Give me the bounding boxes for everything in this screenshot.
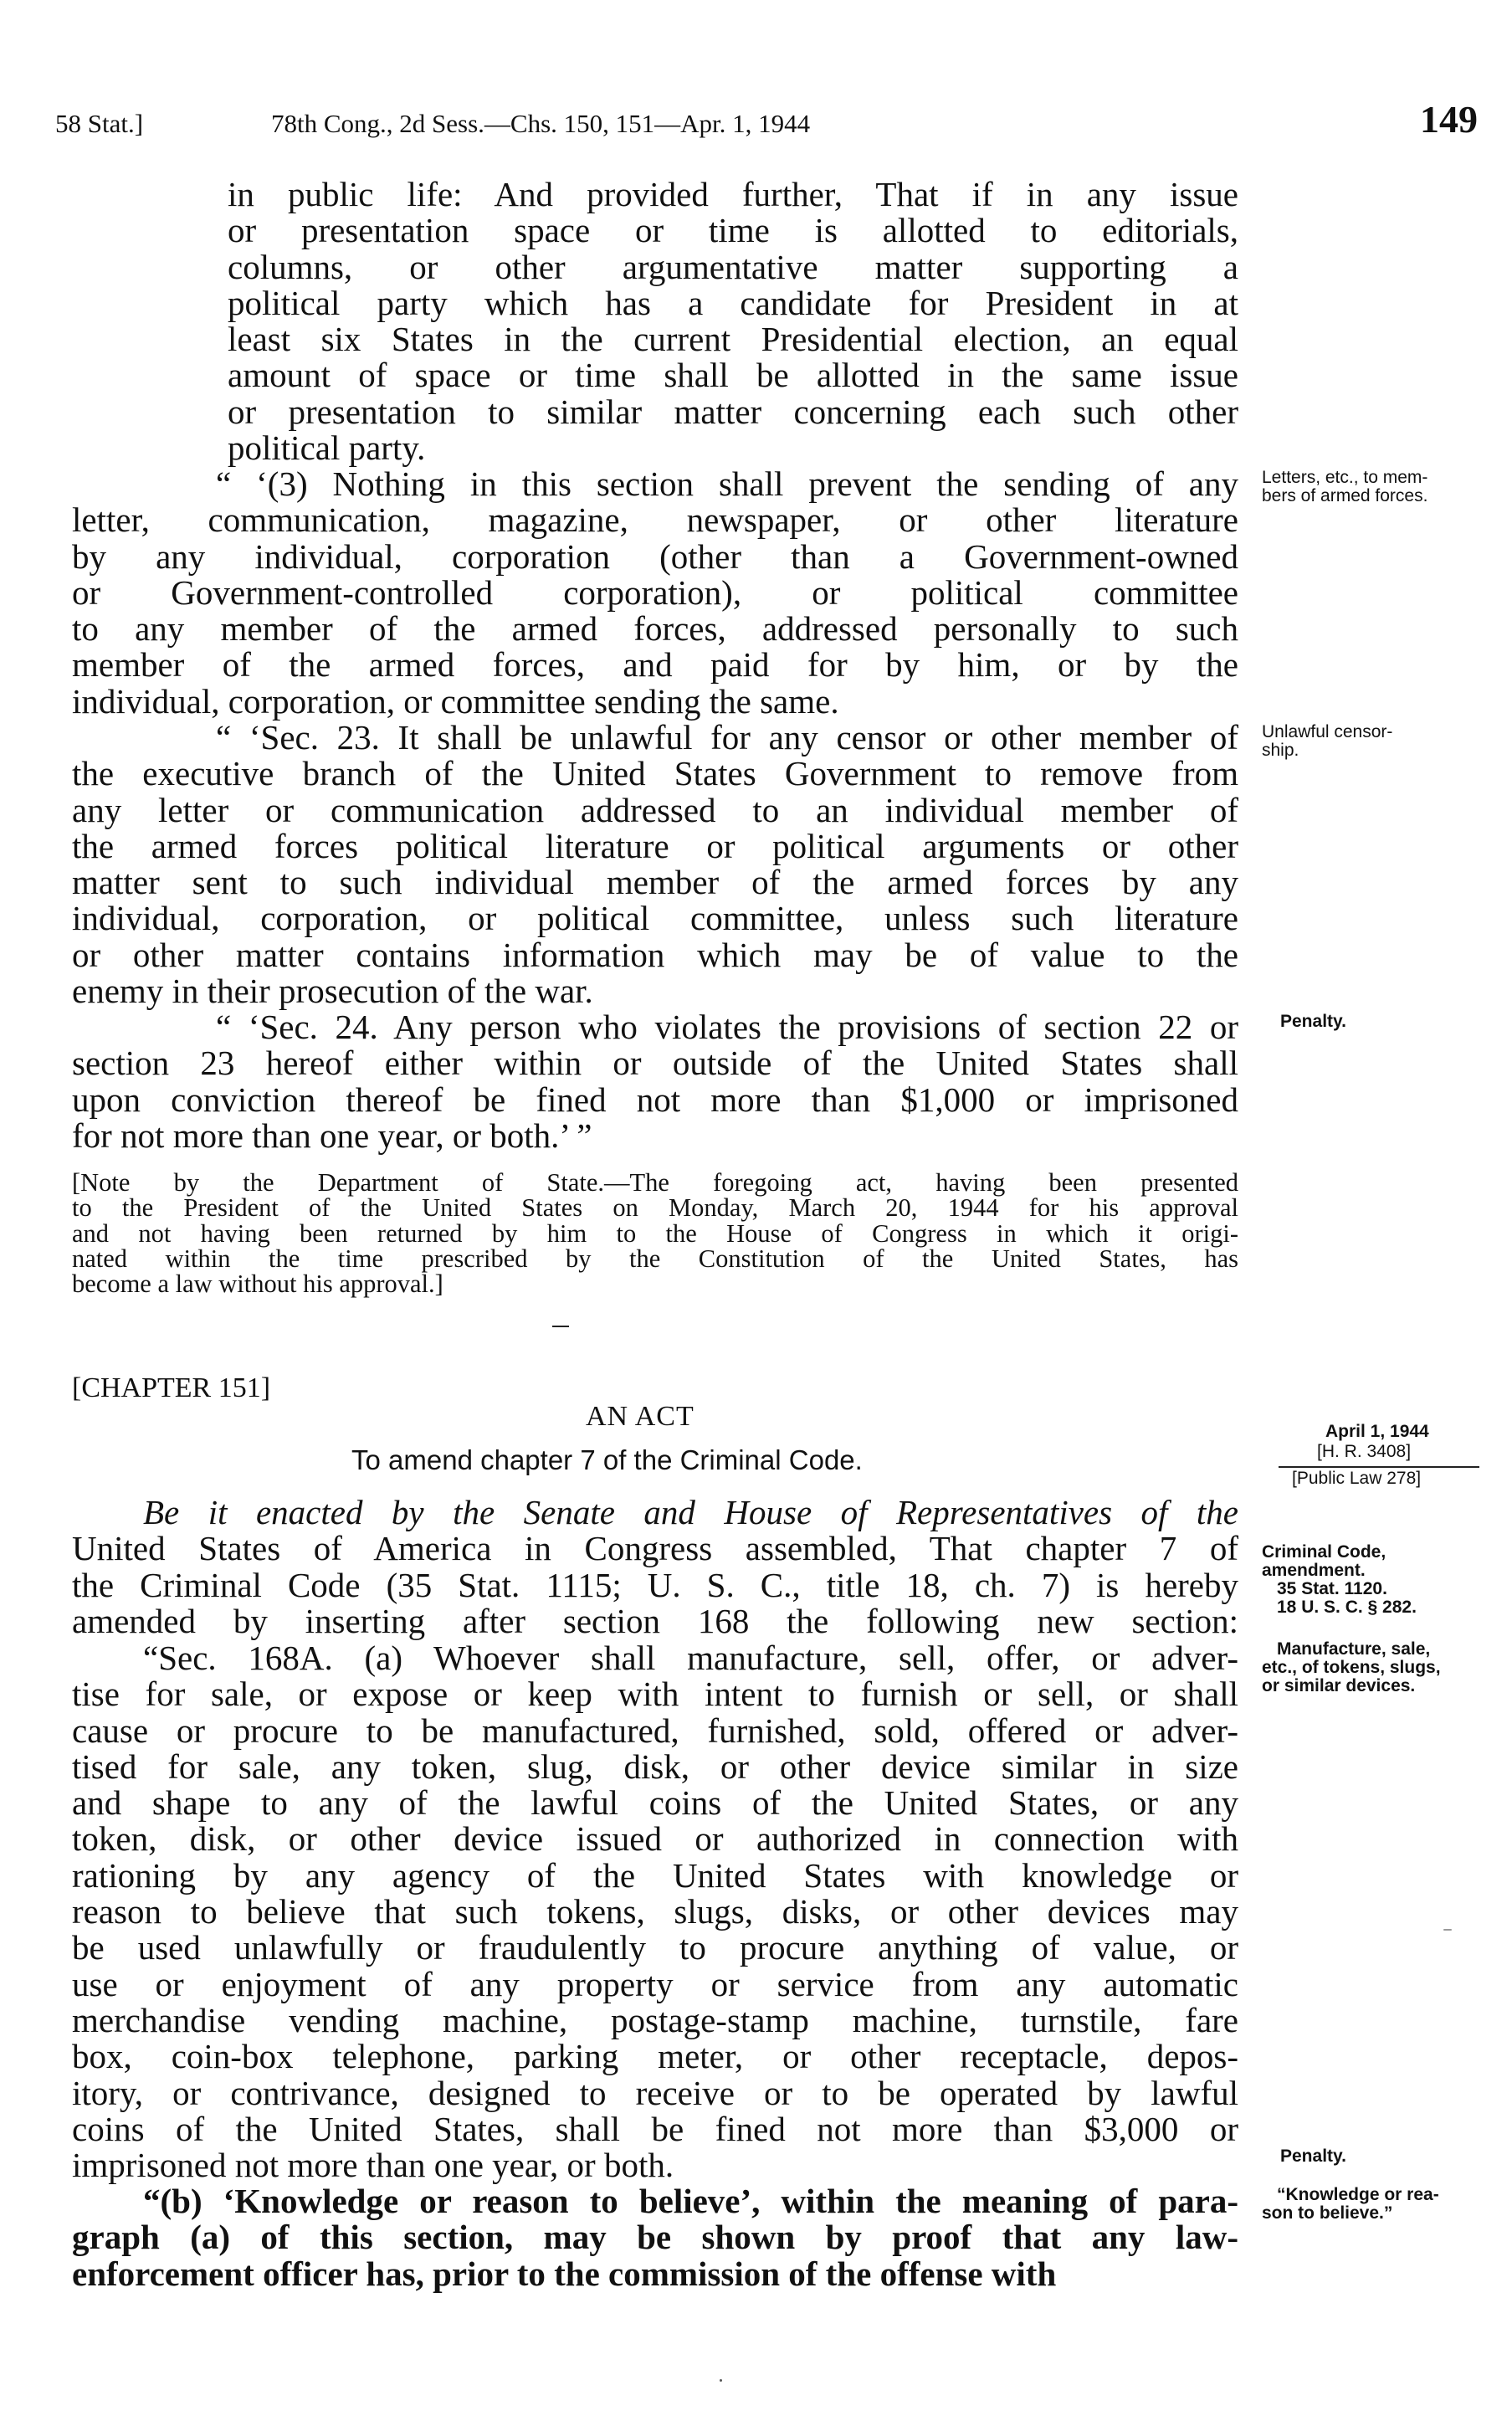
text-line: “(b) ‘Knowledge or reason to believe’, within the meaning of para- [143,2182,1238,2220]
text-line: tise for sale, or expose or keep with intent to furnish or sell, or shall [72,1675,1238,1714]
text-line: for not more than one year, or both.’ ” [72,1116,592,1155]
note-line: nated within the time prescribed by the Constitution of the United States, has [72,1244,1238,1273]
text-line: itory, or contrivance, designed to receive or to be operated by lawful [72,2073,1238,2112]
text-line: political party. [228,428,426,468]
act-purpose: To amend chapter 7 of the Criminal Code. [351,1444,863,1475]
text-line: enemy in their prosecution of the war. [72,972,593,1011]
page-number: 149 [1420,98,1478,141]
margin-note-penalty: Penalty. [1280,2147,1346,2166]
state-department-note [72,1168,1238,1299]
paragraph-public-life [228,177,1238,466]
paragraph-section-23 [72,720,1238,1009]
chapter-heading: [CHAPTER 151] [72,1372,271,1403]
text-line: rationing by any agency of the United States with knowledge or [72,1855,1238,1895]
text-line: the Criminal Code (35 Stat. 1115; U. S. C., title 18, ch. 7) is hereby [72,1565,1238,1604]
text-line: individual, corporation, or committee sending the same. [72,681,839,721]
text-line: token, disk, or other device issued or authorized in connection with [72,1819,1238,1859]
text-line: least six States in the current Presidential election, an equal [228,320,1238,359]
text-line: coins of the United States, shall be fined not more than $3,000 or [72,2109,1238,2148]
act-title: AN ACT [586,1401,694,1432]
margin-note-knowledge: “Knowledge or rea- son to believe.” [1262,2185,1439,2223]
text-line: and shape to any of the lawful coins of the United States, or any [72,1783,1238,1823]
text-line: reason to believe that such tokens, slugs, disks, or other devices may [72,1892,1238,1931]
note-line: [Note by the Department of State.—The foregoing act, having been presented [72,1168,1238,1197]
text-line: cause or procure to be manufactured, furnished, sold, offered or adver- [72,1711,1238,1750]
text-line: the armed forces political literature or political arguments or other [72,826,1238,865]
text-line: by any individual, corporation (other than a Government-owned [72,536,1238,576]
margin-note-manufacture: Manufacture, sale, etc., of tokens, slugs, or similar devices. [1262,1639,1441,1695]
note-line: and not having been returned by him to the House of Congress in which it origi- [72,1218,1238,1248]
paragraph-section-168a [72,1640,1238,2183]
text-line: tised for sale, any token, slug, disk, or other device similar in size [72,1747,1238,1786]
note-line: become a law without his approval.] [72,1269,443,1299]
text-line: United States of America in Congress assembled, That chapter 7 of [72,1529,1238,1568]
text-line: upon conviction thereof be fined not more than $1,000 or imprisoned [72,1080,1238,1119]
text-line: in public life: And provided further, That if in any issue [228,175,1238,213]
page-header [55,98,1478,144]
session-line: 78th Cong., 2d Sess.—Chs. 150, 151—Apr. 1, 1944 [271,109,811,138]
statute-citation: 58 Stat.] [55,109,144,138]
text-line: to any member of the armed forces, addressed personally to such [72,609,1238,649]
text-line: the executive branch of the United States Government to remove from [72,754,1238,793]
text-line: individual, corporation, or political committee, unless such literature [72,899,1238,938]
text-line: “ ‘Sec. 24. Any person who violates the provisions of section 22 or [216,1008,1238,1046]
text-line: “ ‘Sec. 23. It shall be unlawful for any censor or other member of [216,718,1238,757]
divider [552,1326,569,1327]
text-line: or presentation space or time is allotted to editorials, [228,211,1238,250]
text-line: or presentation to similar matter concerning each such other [228,392,1238,431]
text-line: box, coin-box telephone, parking meter, or other receptacle, depos- [72,2037,1238,2076]
text-line: columns, or other argumentative matter supporting a [228,247,1238,286]
margin-note-penalty: Penalty. [1280,1012,1346,1031]
text-line: merchandise vending machine, postage-stamp machine, turnstile, fare [72,2000,1238,2039]
text-line: or Government-controlled corporation), or political committee [72,572,1238,612]
text-line: enforcement officer has, prior to the commission of the offense with [72,2254,1057,2293]
ink-speck [720,2379,722,2382]
text-line: matter sent to such individual member of the armed forces by any [72,863,1238,902]
paragraph-section-24 [72,1009,1238,1154]
margin-note-criminal-code: Criminal Code, amendment. 35 Stat. 1120. 18 U. S. C. § 282. [1262,1542,1417,1617]
text-line: or other matter contains information which may be of value to the [72,935,1238,974]
public-law-number: [Public Law 278] [1292,1469,1422,1488]
text-line: imprisoned not more than one year, or both. [72,2146,674,2185]
bill-number: [H. R. 3408] [1317,1442,1412,1461]
text-line: amount of space or time shall be allotted in the same issue [228,356,1238,395]
text-line: be used unlawfully or fraudulently to procure anything of value, or [72,1928,1238,1967]
text-line: “ ‘(3) Nothing in this section shall prevent the sending of any [216,464,1238,503]
text-line: amended by inserting after section 168 the following new section: [72,1601,1238,1640]
note-line: to the President of the United States on Monday, March 20, 1944 for his approval [72,1193,1238,1223]
ink-speck [1443,1929,1452,1931]
text-line: political party which has a candidate for President in at [228,283,1238,322]
approval-date: April 1, 1944 [1325,1422,1429,1441]
text-line: member of the armed forces, and paid for by him, or by the [72,645,1238,685]
text-line: use or enjoyment of any property or service from any automatic [72,1964,1238,2003]
text-line: section 23 hereof either within or outside of the United States shall [72,1044,1238,1083]
margin-note-letters: Letters, etc., to mem- bers of armed forces. [1262,468,1428,505]
text-line: graph (a) of this section, may be shown by proof that any law- [72,2218,1238,2257]
paragraph-subsection-3 [72,466,1238,720]
text-line: letter, communication, magazine, newspaper, or other literature [72,500,1238,540]
text-line: “Sec. 168A. (a) Whoever shall manufacture, sell, offer, or adver- [143,1639,1238,1677]
text-line: Be it enacted by the Senate and House of Representatives of the [143,1493,1238,1531]
divider [1279,1466,1479,1468]
enacting-clause [72,1495,1238,1639]
margin-note-censorship: Unlawful censor- ship. [1262,722,1393,760]
paragraph-knowledge [72,2183,1238,2292]
text-line: any letter or communication addressed to an individual member of [72,790,1238,829]
